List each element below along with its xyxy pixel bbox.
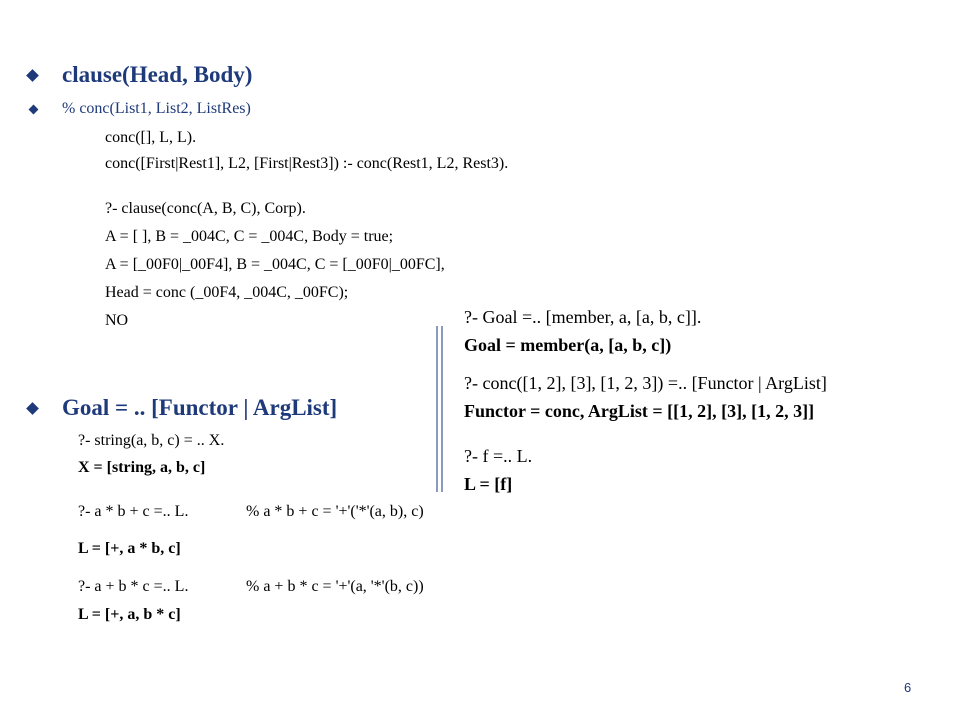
comment-line: % a + b * c = '+'(a, '*'(b, c)) [246, 578, 424, 595]
answer-line: Functor = conc, ArgList = [[1, 2], [3], [1, 2, 3]] [464, 401, 815, 421]
answer-line: L = [f] [464, 474, 513, 494]
code-line: ?- clause(conc(A, B, C), Corp). [105, 200, 306, 217]
code-line: conc([], L, L). [105, 129, 197, 146]
answer-line: L = [+, a, b * c] [78, 606, 181, 623]
comment-conc: % conc(List1, List2, ListRes) [62, 100, 251, 117]
separator-line [441, 326, 443, 492]
comment-line: % a * b + c = '+'('*'(a, b), c) [246, 503, 424, 520]
code-line: Head = conc (_00F4, _004C, _00FC); [105, 284, 349, 301]
bullet-icon [29, 105, 39, 115]
query-line: ?- a + b * c =.. L. [78, 578, 189, 595]
heading-univ: Goal = .. [Functor | ArgList] [62, 395, 338, 420]
heading-clause: clause(Head, Body) [62, 62, 253, 87]
code-line: NO [105, 312, 129, 329]
answer-line: X = [string, a, b, c] [78, 459, 206, 476]
code-line: conc([First|Rest1], L2, [First|Rest3]) :- conc(Rest1, L2, Rest3). [105, 155, 509, 172]
answer-line: L = [+, a * b, c] [78, 540, 181, 557]
query-line: ?- string(a, b, c) = .. X. [78, 432, 225, 449]
query-line: ?- conc([1, 2], [3], [1, 2, 3]) =.. [Functor | ArgList] [464, 373, 827, 393]
query-line: ?- a * b + c =.. L. [78, 503, 189, 520]
bullet-icon [26, 69, 39, 82]
code-line: A = [ ], B = _004C, C = _004C, Body = true; [105, 228, 394, 245]
bullet-icon [26, 402, 39, 415]
page-number: 6 [904, 680, 912, 695]
code-line: A = [_00F0|_00F4], B = _004C, C = [_00F0|_00FC], [105, 256, 445, 273]
answer-line: Goal = member(a, [a, b, c]) [464, 335, 672, 355]
separator-line [436, 326, 438, 492]
query-line: ?- Goal =.. [member, a, [a, b, c]]. [464, 307, 702, 327]
query-line: ?- f =.. L. [464, 446, 533, 466]
